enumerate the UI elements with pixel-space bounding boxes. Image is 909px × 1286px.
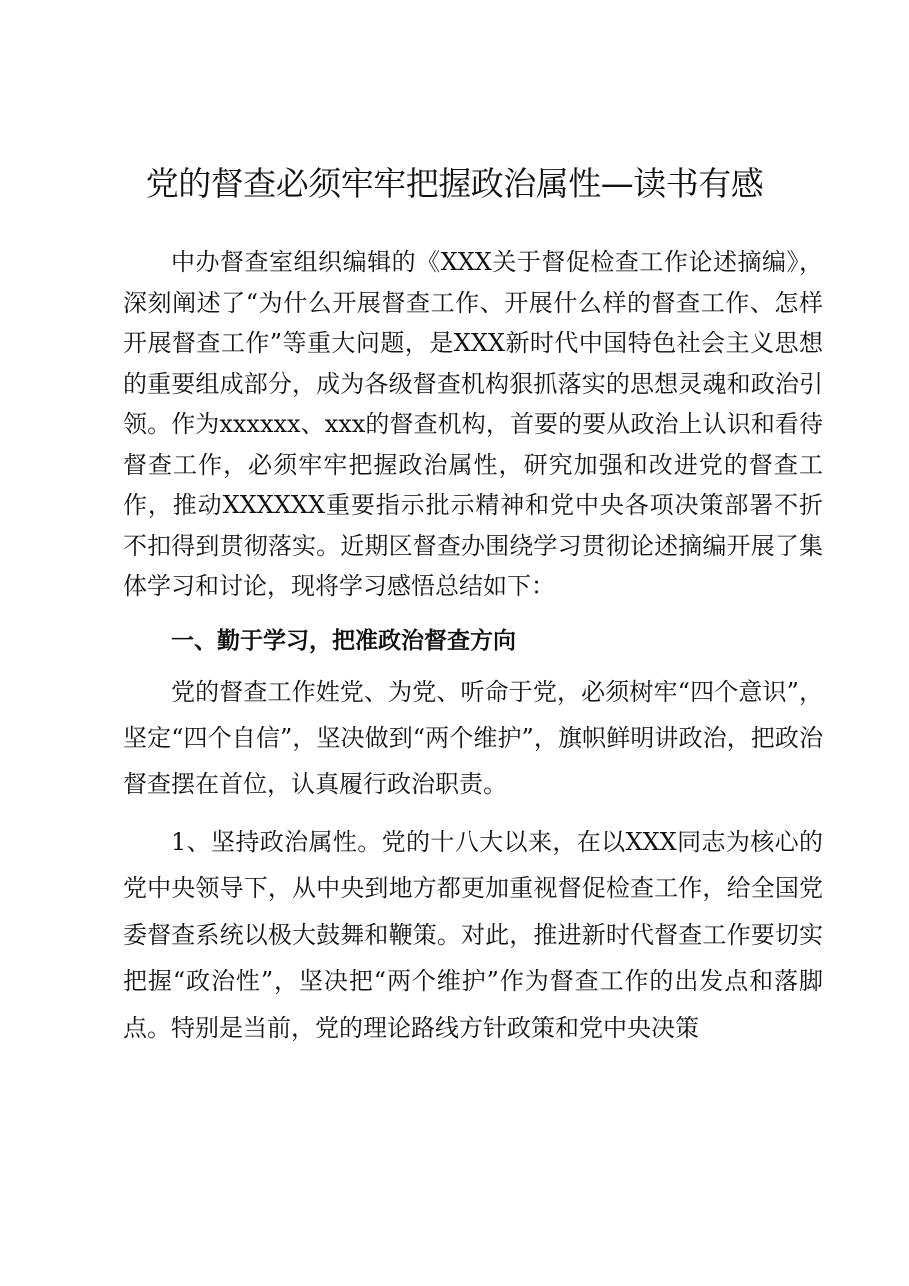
document-body bbox=[123, 242, 823, 1051]
intro-paragraph: 中办督查室组织编辑的《XXX关于督促检查工作论述摘编》，深刻阐述了“为什么开展督查工作、开展什么样的督查工作、怎样开展督查工作”等重大问题，是XXX新时代中国特色社会主义思想的重要组成部分，成为各级督查机构狠抓落实的思想灵魂和政治引领。作为xxxxxx、xxx的督查机构，首要的要从政治上认识和看待督查工作，必须牢牢把握政治属性，研究加强和改进党的督查工作，推动XXXXXX重要指示批示精神和党中央各项决策部署不折不扣得到贯彻落实。近期区督查办围绕学习贯彻论述摘编开展了集体学习和讨论，现将学习感悟总结如下： bbox=[123, 248, 823, 600]
point-paragraph: 1、坚持政治属性。党的十八大以来，在以XXX同志为核心的党中央领导下，从中央到地方都更加重视督促检查工作，给全国党委督查系统以极大鼓舞和鞭策。对此，推进新时代督查工作要切实把握“政治性”，坚决把“两个维护”作为督查工作的出发点和落脚点。特别是当前，党的理论路线方针政策和党中央决策 bbox=[123, 827, 823, 1042]
section-heading: 一、勤于学习，把准政治督查方向 bbox=[171, 627, 516, 654]
section-paragraph: 党的督查工作姓党、为党、听命于党，必须树牢“四个意识”，坚定“四个自信”，坚决做到“两个维护”，旗帜鲜明讲政治，把政治督查摆在首位，认真履行政治职责。 bbox=[123, 677, 823, 798]
document-title: 党的督查必须牢牢把握政治属性—读书有感 bbox=[145, 164, 764, 203]
